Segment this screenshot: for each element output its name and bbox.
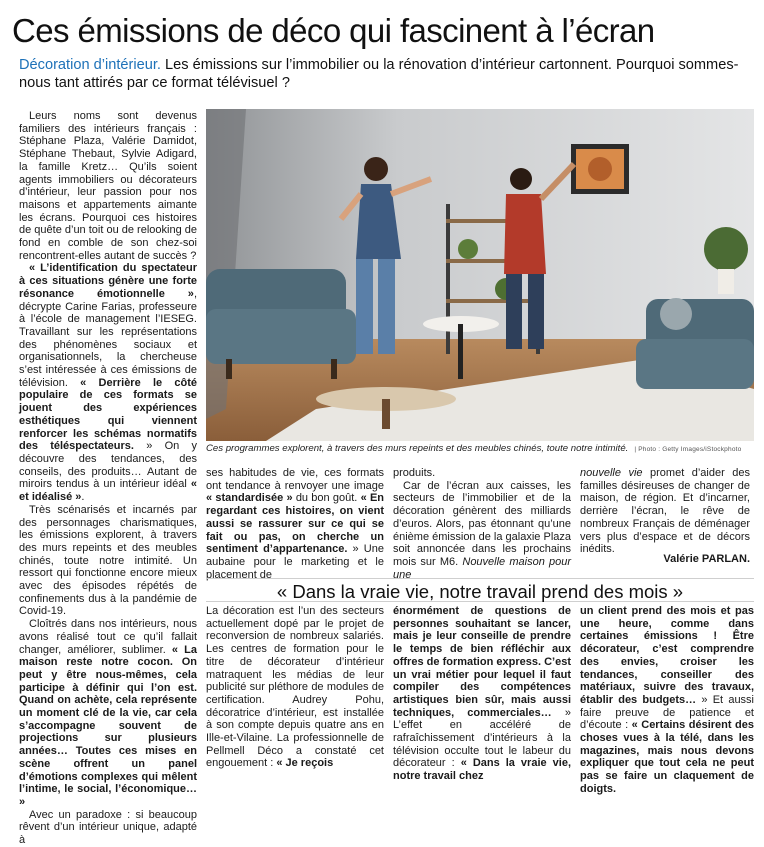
text: Cloîtrés dans nos intérieurs, nous avons réalisé tout ce qu’il fallait changer, améliorer, sublimer. [19,618,197,656]
quote-bold: énormément de questions de personnes souhaitant se lancer, mais je leur conseille de prendre le temps de bien réfléchir aux offres de formation express. C’est un vrai métier pour lequel il faut compiler des compétences artistiques bien sûr, mais aussi techniques, commerciales… [393,605,571,719]
show-title: nouvelle vie [580,467,643,479]
text: » L’effet en accéléré de rafraîchissement d’intérieurs à la télévision occulte tout le labeur du décorateur : [393,706,571,770]
text: du bon goût. [292,492,361,505]
author-signature: Valérie PARLAN. [663,553,750,565]
paragraph [393,605,571,783]
article-column-2 [206,467,385,581]
paragraph [19,262,197,503]
article-photo [206,109,754,441]
text: » Une aubaine pour le marketing et le placement de [206,543,384,581]
text: » Et aussi faire preuve de patience et d’écoute : [580,693,754,732]
paragraph: produits. [393,467,436,479]
quote-bold: « L’identification du spectateur à ces situations génère une forte résonance émotionnelle » [19,262,197,300]
text: Car de l’écran aux caisses, les secteurs de l’immobilier et de la décoration génèrent des milliards d’euros. Alors, pas étonnant qu’une énième émission de la galaxie Plaza soit annoncée dans les prochains mois sur M6. [393,479,571,568]
living-room-illustration [206,109,754,441]
paragraph: Très scénarisés et incarnés par des personnages charismatiques, les émissions explorent, à travers des murs repeints et des meubles chinés, toute notre intimité. Un ressort qui fonctionne encore mieux avec des épisodes répétés de confinements dus à la pandémie de Covid-19. [19,503,197,618]
text: promet d’aider des familles désireuses de changer de maison, de région. Et d’incarner, derrière l’écran, le rêve de nombreux Français de déménager vers plus d’espace et de décors inédits. [580,467,750,556]
text: . [81,491,85,504]
article-column-3 [393,467,572,581]
pull-quote: « Dans la vraie vie, notre travail prend des mois » [206,578,754,602]
quote-bold: « Derrière le côté populaire de ces formats se jouent des expériences esthétiques qui viennent renforcer les schémas normatifs des téléspectateurs. [19,376,197,453]
quote-bold: un client prend des mois et pas une heure, comme dans certaines émissions ! Être décorateur, c’est comprendre des envies, croiser les tendances, conseiller des matériaux, suivre des travaux, établir des budgets… [580,605,754,706]
paragraph [206,467,384,581]
quote-bold: « Dans la vraie vie, notre travail chez [393,757,571,783]
text: , décrypte Carine Farias, professeure à l’école de management l’IESEG. Travaillant sur les représentations des phénomènes sociaux et organisationnels, la chercheuse s’est intéressée à ces émissions de télévision. [19,287,197,389]
quote-bold: « et idéalisé » [19,478,197,504]
photo-credit: | Photo : Getty Images/iStockphoto [634,446,742,453]
paragraph [580,605,754,796]
caption-text: Ces programmes explorent, à travers des murs repeints et des meubles chinés, toute notre intimité. [206,443,629,454]
quote-bold: « standardisée » [206,492,293,505]
paragraph [580,467,750,556]
standfirst-kicker: Décoration d’intérieur. [19,57,161,73]
show-title: Nouvelle maison pour une [393,555,572,581]
paragraph [19,618,197,809]
box-column-1 [206,605,384,770]
text: » On y découvre des tendances, des conseils, des produits… Autant de miroirs tendus à un intérieur idéal [19,440,197,491]
quote-bold: « La maison reste notre cocon. On peut y être nous-mêmes, cela participe à définir qui l’on est. Quand on achète, cela représente un moment clé de la vie, car cela s’accompagne souvent de projections sur plusieurs années… Toutes ces mises en scène offrent un panel d’émotions complexes qui mêlent l’intime, le social, l’économique… » [19,643,197,808]
paragraph [393,480,571,582]
paragraph: Leurs noms sont devenus familiers des intérieurs français : Stéphane Plaza, Valérie Damidot, Stéphane Thebaut, Sylvie Adigard, la famille Kretz… Qu’ils soient agents immobiliers ou décorateurs d’intérieur, leur passion pour nos maisons et appartements aimante les écrans. Pourquoi ces histoires de quête d’un toit ou de relooking de fond en comble de son chez-soi rencontrent-elles autant de succès ? [19,110,197,262]
box-column-2 [393,605,571,783]
quote-bold: « Certains désirent des choses vues à la télé, dans les magazines, mais nous devons expliquer que tout cela ne peut pas se faire un claquement de doigts. [580,719,754,795]
quote-bold: « Je reçois [276,757,334,770]
quote-bold: « En regardant ces histoires, on vient aussi se rassurer sur ce qui se fait ou pas, on cherche un sentiment d’appartenance. [206,492,385,556]
article-column-1 [19,110,197,847]
standfirst [19,56,749,92]
box-column-3 [580,605,754,795]
paragraph [206,605,384,770]
photo-caption [206,443,754,454]
text: La décoration est l’un des secteurs actuellement dopé par le projet de reconversion de nombreux salariés. Les centres de formation pour le titre de décorateur d’intérieur matraquent les médias de leur publicité sur pléthore de modules de certification. Audrey Pohu, décoratrice d’intérieur, est installée à son compte depuis quatre ans en Ille-et-Vilaine. La professionnelle de Pellmell Déco a constaté cet engouement : [206,605,384,770]
text: ses habitudes de vie, ces formats ont tendance à renvoyer une image [206,467,384,492]
paragraph: Avec un paradoxe : si beaucoup rêvent d’un intérieur unique, adapté à [19,808,197,847]
headline: Ces émissions de déco qui fascinent à l’écran [12,12,655,49]
article-column-4 [580,467,750,562]
standfirst-text: Les émissions sur l’immobilier ou la rénovation d’intérieur cartonnent. Pourquoi sommes-nous tant attirés par ce format télévisuel ? [19,57,739,91]
